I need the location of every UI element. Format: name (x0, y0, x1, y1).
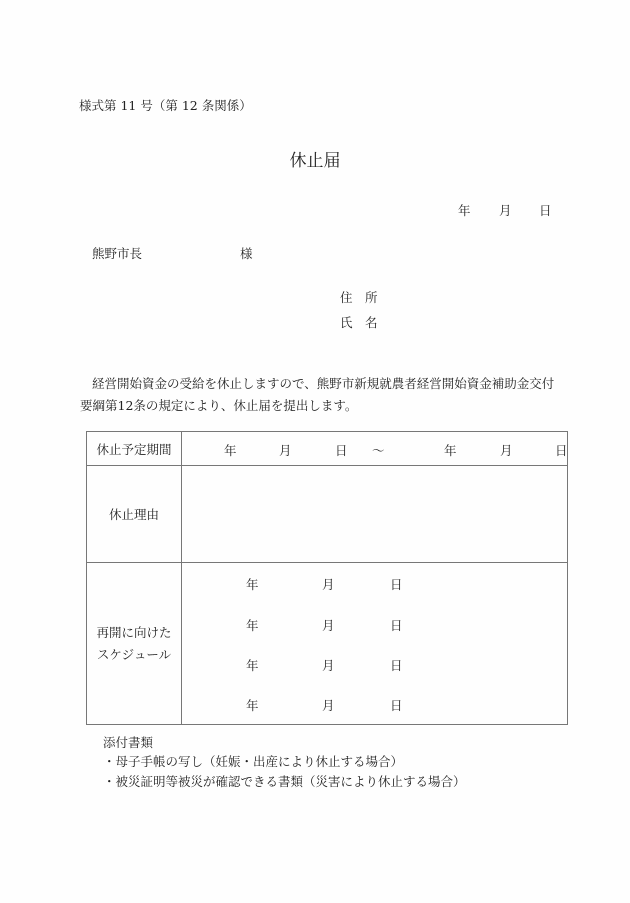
schedule-row (87, 563, 568, 725)
period-end-month: 月 (500, 443, 513, 458)
document-title: 休止届 (289, 151, 341, 171)
reason-label: 休止理由 (87, 466, 182, 563)
schedule-month: 月 (322, 577, 335, 592)
attachment-item: ・被災証明等被災が確認できる書類（災害により休止する場合） (103, 774, 466, 789)
period-end-year: 年 (444, 443, 457, 458)
reason-row (87, 466, 568, 563)
attachments-heading: 添付書類 (103, 735, 154, 750)
schedule-field[interactable] (182, 563, 568, 725)
period-start-year: 年 (224, 443, 237, 458)
schedule-month: 月 (322, 658, 335, 673)
schedule-year: 年 (246, 577, 259, 592)
schedule-month: 月 (322, 618, 335, 633)
schedule-year: 年 (246, 698, 259, 713)
period-field[interactable] (182, 432, 568, 466)
addressee-name: 熊野市長 (92, 246, 143, 261)
period-label: 休止予定期間 (87, 432, 182, 466)
schedule-label-line1: 再開に向けた (96, 624, 172, 640)
period-tilde: ～ (372, 443, 385, 458)
address-label: 住 所 (340, 290, 378, 305)
date-day: 日 (539, 203, 552, 218)
suspension-form-table (86, 431, 568, 725)
schedule-label (87, 563, 182, 725)
addressee-honorific: 様 (240, 246, 253, 261)
schedule-day: 日 (390, 577, 403, 592)
date-month: 月 (499, 203, 512, 218)
reason-field[interactable] (182, 466, 568, 563)
form-number: 様式第 11 号（第 12 条関係） (79, 98, 252, 113)
schedule-month: 月 (322, 698, 335, 713)
schedule-day: 日 (390, 618, 403, 633)
schedule-year: 年 (246, 658, 259, 673)
date-year: 年 (458, 203, 471, 218)
name-label: 氏 名 (340, 315, 378, 330)
schedule-label-line2: スケジュール (96, 646, 172, 662)
period-start-day: 日 (335, 443, 348, 458)
period-end-day: 日 (555, 443, 568, 458)
period-row (87, 432, 568, 466)
body-text: 経営開始資金の受給を休止しますので、熊野市新規就農者経営開始資金補助金交付要綱第12条の規定により、休止届を提出します。 (80, 376, 555, 413)
schedule-day: 日 (390, 658, 403, 673)
period-start-month: 月 (279, 443, 292, 458)
schedule-day: 日 (390, 698, 403, 713)
attachment-item: ・母子手帳の写し（妊娠・出産により休止する場合） (103, 754, 404, 769)
schedule-year: 年 (246, 618, 259, 633)
